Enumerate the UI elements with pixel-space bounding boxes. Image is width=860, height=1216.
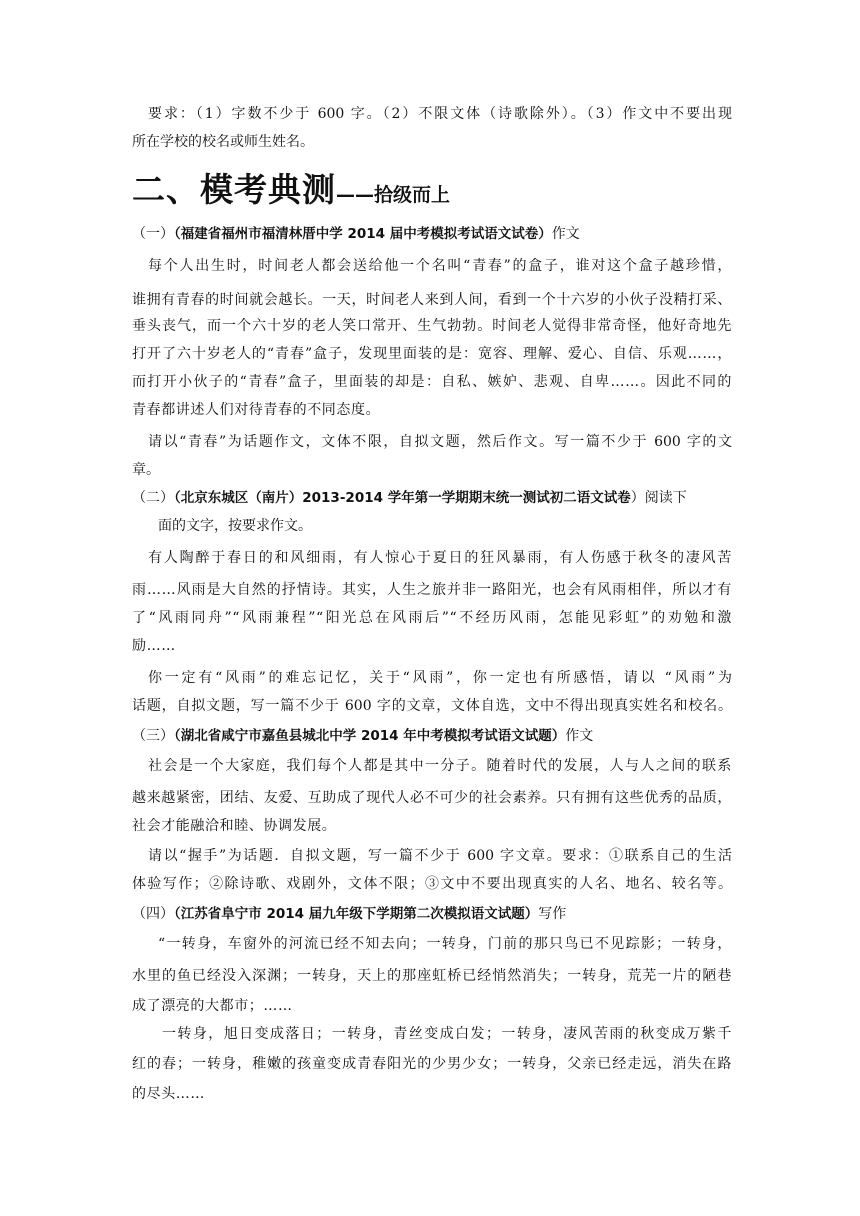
item-1-p1-line: 垂头丧气，而一个六十岁的老人笑口常开、生气勃勃。时间老人觉得非常奇怪，他好奇地先 bbox=[132, 318, 732, 334]
item-3-p1-line: 社会才能融洽和睦、协调发展。 bbox=[132, 818, 337, 834]
item-2-p1-line: 雨……风雨是大自然的抒情诗。其实，人生之旅并非一路阳光，也会有风雨相伴，所以才有 bbox=[132, 582, 732, 598]
item-4-p1-line: “一转身，车窗外的河流已经不知去向；一转身，门前的那只鸟已不见踪影；一转身， bbox=[158, 936, 732, 952]
item-1-number: （一） bbox=[132, 226, 174, 242]
item-3-source: （湖北省咸宁市嘉鱼县城北中学 2014 年中考模拟考试语文试题） bbox=[174, 728, 566, 744]
item-4-p1-line: 水里的鱼已经没入深渊；一转身，天上的那座虹桥已经悄然消失；一转身，荒芜一片的陋巷 bbox=[132, 968, 732, 984]
item-3-header bbox=[132, 726, 732, 746]
item-4-p1-line: 成了漂亮的大都市；…… bbox=[132, 998, 293, 1014]
item-2-header-cont: 面的文字，按要求作文。 bbox=[158, 518, 312, 534]
section-heading bbox=[132, 164, 450, 211]
requirement-line-2: 所在学校的校名或师生姓名。 bbox=[132, 134, 314, 150]
item-1-header bbox=[132, 224, 732, 244]
item-4-number: （四） bbox=[132, 906, 174, 922]
item-1-p1-line: 打开了六十岁老人的“青春”盒子，发现里面装的是：宽容、理解、爱心、自信、乐观……， bbox=[132, 346, 732, 362]
item-4-p2-line: 一转身，旭日变成落日；一转身，青丝变成白发；一转身，凄风苦雨的秋变成万紫千 bbox=[162, 1026, 732, 1042]
item-4-p2-line: 红的春；一转身，稚嫩的孩童变成青春阳光的少男少女；一转身，父亲已经走远，消失在路 bbox=[132, 1056, 732, 1072]
item-2-p1-line: 了“风雨同舟”“风雨兼程”“阳光总在风雨后”“不经历风雨，怎能见彩虹”的劝勉和激 bbox=[132, 610, 732, 626]
item-2-p1-line: 励…… bbox=[132, 638, 176, 654]
item-3-p2-line: 体验写作；②除诗歌、戏剧外，文体不限；③文中不要出现真实的人名、地名、较名等。 bbox=[132, 876, 732, 892]
item-1-p1-line: 谁拥有青春的时间就会越长。一天，时间老人来到人间，看到一个十六岁的小伙子没精打采、 bbox=[132, 292, 732, 308]
item-1-p2-line: 章。 bbox=[132, 462, 160, 478]
item-2-number: （二） bbox=[132, 490, 174, 506]
item-1-p1-line: 而打开小伙子的“青春”盒子，里面装的却是：自私、嫉妒、悲观、自卑……。因此不同的 bbox=[132, 374, 732, 390]
item-4-source: （江苏省阜宁市 2014 届九年级下学期第二次模拟语文试题） bbox=[174, 906, 539, 922]
item-2-p1-line: 有人陶醉于春日的和风细雨，有人惊心于夏日的狂风暴雨，有人伤感于秋冬的凄风苦 bbox=[148, 550, 732, 566]
item-2-source: （北京东城区（南片）2013-2014 学年第一学期期末统一测试初二语文试卷 bbox=[174, 490, 631, 506]
section-heading-sub: ——拾级而上 bbox=[336, 184, 451, 206]
item-3-p1-line: 越来越紧密，团结、友爱、互助成了现代人必不可少的社会素养。只有拥有这些优秀的品质， bbox=[132, 790, 732, 806]
item-3-number: （三） bbox=[132, 728, 174, 744]
item-1-p1-line: 青春都讲述人们对待青春的不同态度。 bbox=[132, 402, 381, 418]
item-4-tail: 写作 bbox=[538, 906, 567, 922]
item-3-p2-line: 请以“握手”为话题．自拟文题，写一篇不少于 600 字文章。要求：①联系自己的生活 bbox=[148, 848, 732, 864]
item-2-tail: ）阅读下 bbox=[630, 490, 687, 506]
item-4-p2-line: 的尽头…… bbox=[132, 1086, 205, 1102]
item-1-tail: 作文 bbox=[551, 226, 580, 242]
item-1-p1-line: 每个人出生时，时间老人都会送给他一个名叫“青春”的盒子，谁对这个盒子越珍惜， bbox=[148, 258, 732, 274]
section-heading-main: 二、模考典测 bbox=[132, 170, 336, 209]
item-3-tail: 作文 bbox=[565, 728, 594, 744]
item-4-header bbox=[132, 904, 732, 924]
item-1-p2-line: 请以“青春”为话题作文，文体不限，自拟文题，然后作文。写一篇不少于 600 字的文 bbox=[148, 434, 732, 450]
item-2-header bbox=[132, 488, 732, 508]
item-2-p2-line: 话题，自拟文题，写一篇不少于 600 字的文章，文体自选，文中不得出现真实姓名和校名。 bbox=[132, 698, 732, 714]
requirement-line-1: 要求：（1）字数不少于 600 字。（2）不限文体（诗歌除外）。（3）作文中不要出现 bbox=[148, 106, 732, 122]
item-2-p2-line: 你一定有“风雨”的难忘记忆，关于“风雨”，你一定也有所感悟，请以 “风雨”为 bbox=[148, 670, 732, 686]
item-3-p1-line: 社会是一个大家庭，我们每个人都是其中一分子。随着时代的发展，人与人之间的联系 bbox=[148, 758, 732, 774]
item-1-source: （福建省福州市福清林厝中学 2014 届中考模拟考试语文试卷） bbox=[174, 226, 552, 242]
